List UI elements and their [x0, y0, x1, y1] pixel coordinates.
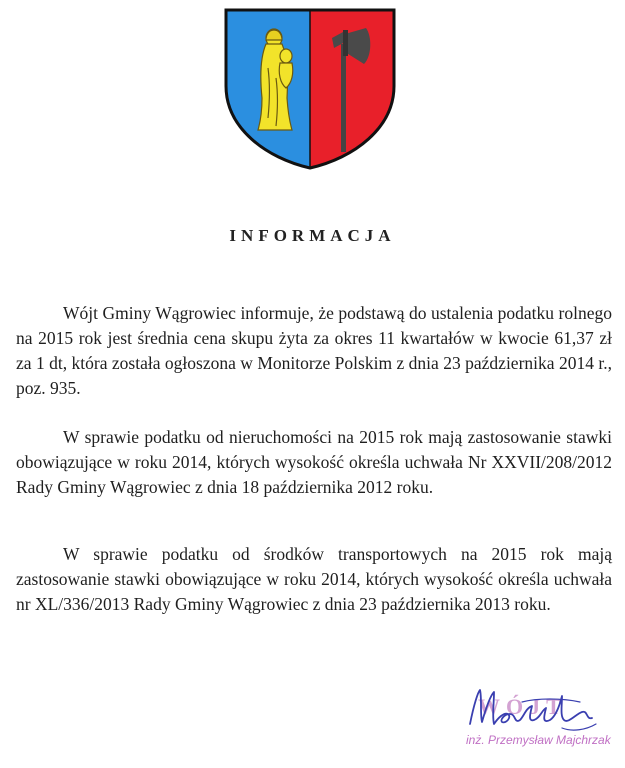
paragraph-property-tax: W sprawie podatku od nieruchomości na 2015 rok mają zastosowanie stawki obowiązujące w roku 2014, których wysokość określa uchwała Nr XXVII/208/2012 Rady Gminy Wągrowiec z dnia 18 października 2012 roku.	[16, 427, 612, 497]
stamp-office: WÓJT	[478, 694, 567, 719]
coat-of-arms	[224, 8, 396, 170]
paragraph-agricultural-tax: Wójt Gminy Wągrowiec informuje, że podstawą do ustalenia podatku rolnego na 2015 rok jest średnia cena skupu żyta za okres 11 kwartałów w kwocie 61,37 zł za 1 dt, która została ogłoszona w Monitorze Polskim z dnia 23 października 2014 r., poz. 935.	[16, 303, 612, 398]
signer-name: inż. Przemysław Majchrzak	[466, 733, 611, 747]
document-title: INFORMACJA	[229, 226, 396, 245]
signature-icon	[462, 684, 612, 740]
paragraph-transport-tax: W sprawie podatku od środków transportowych na 2015 rok mają zastosowanie stawki obowiązujące w roku 2014, których wysokość określa uchwała nr XL/336/2013 Rady Gminy Wągrowiec z dnia 23 października 2013 roku.	[16, 544, 612, 614]
